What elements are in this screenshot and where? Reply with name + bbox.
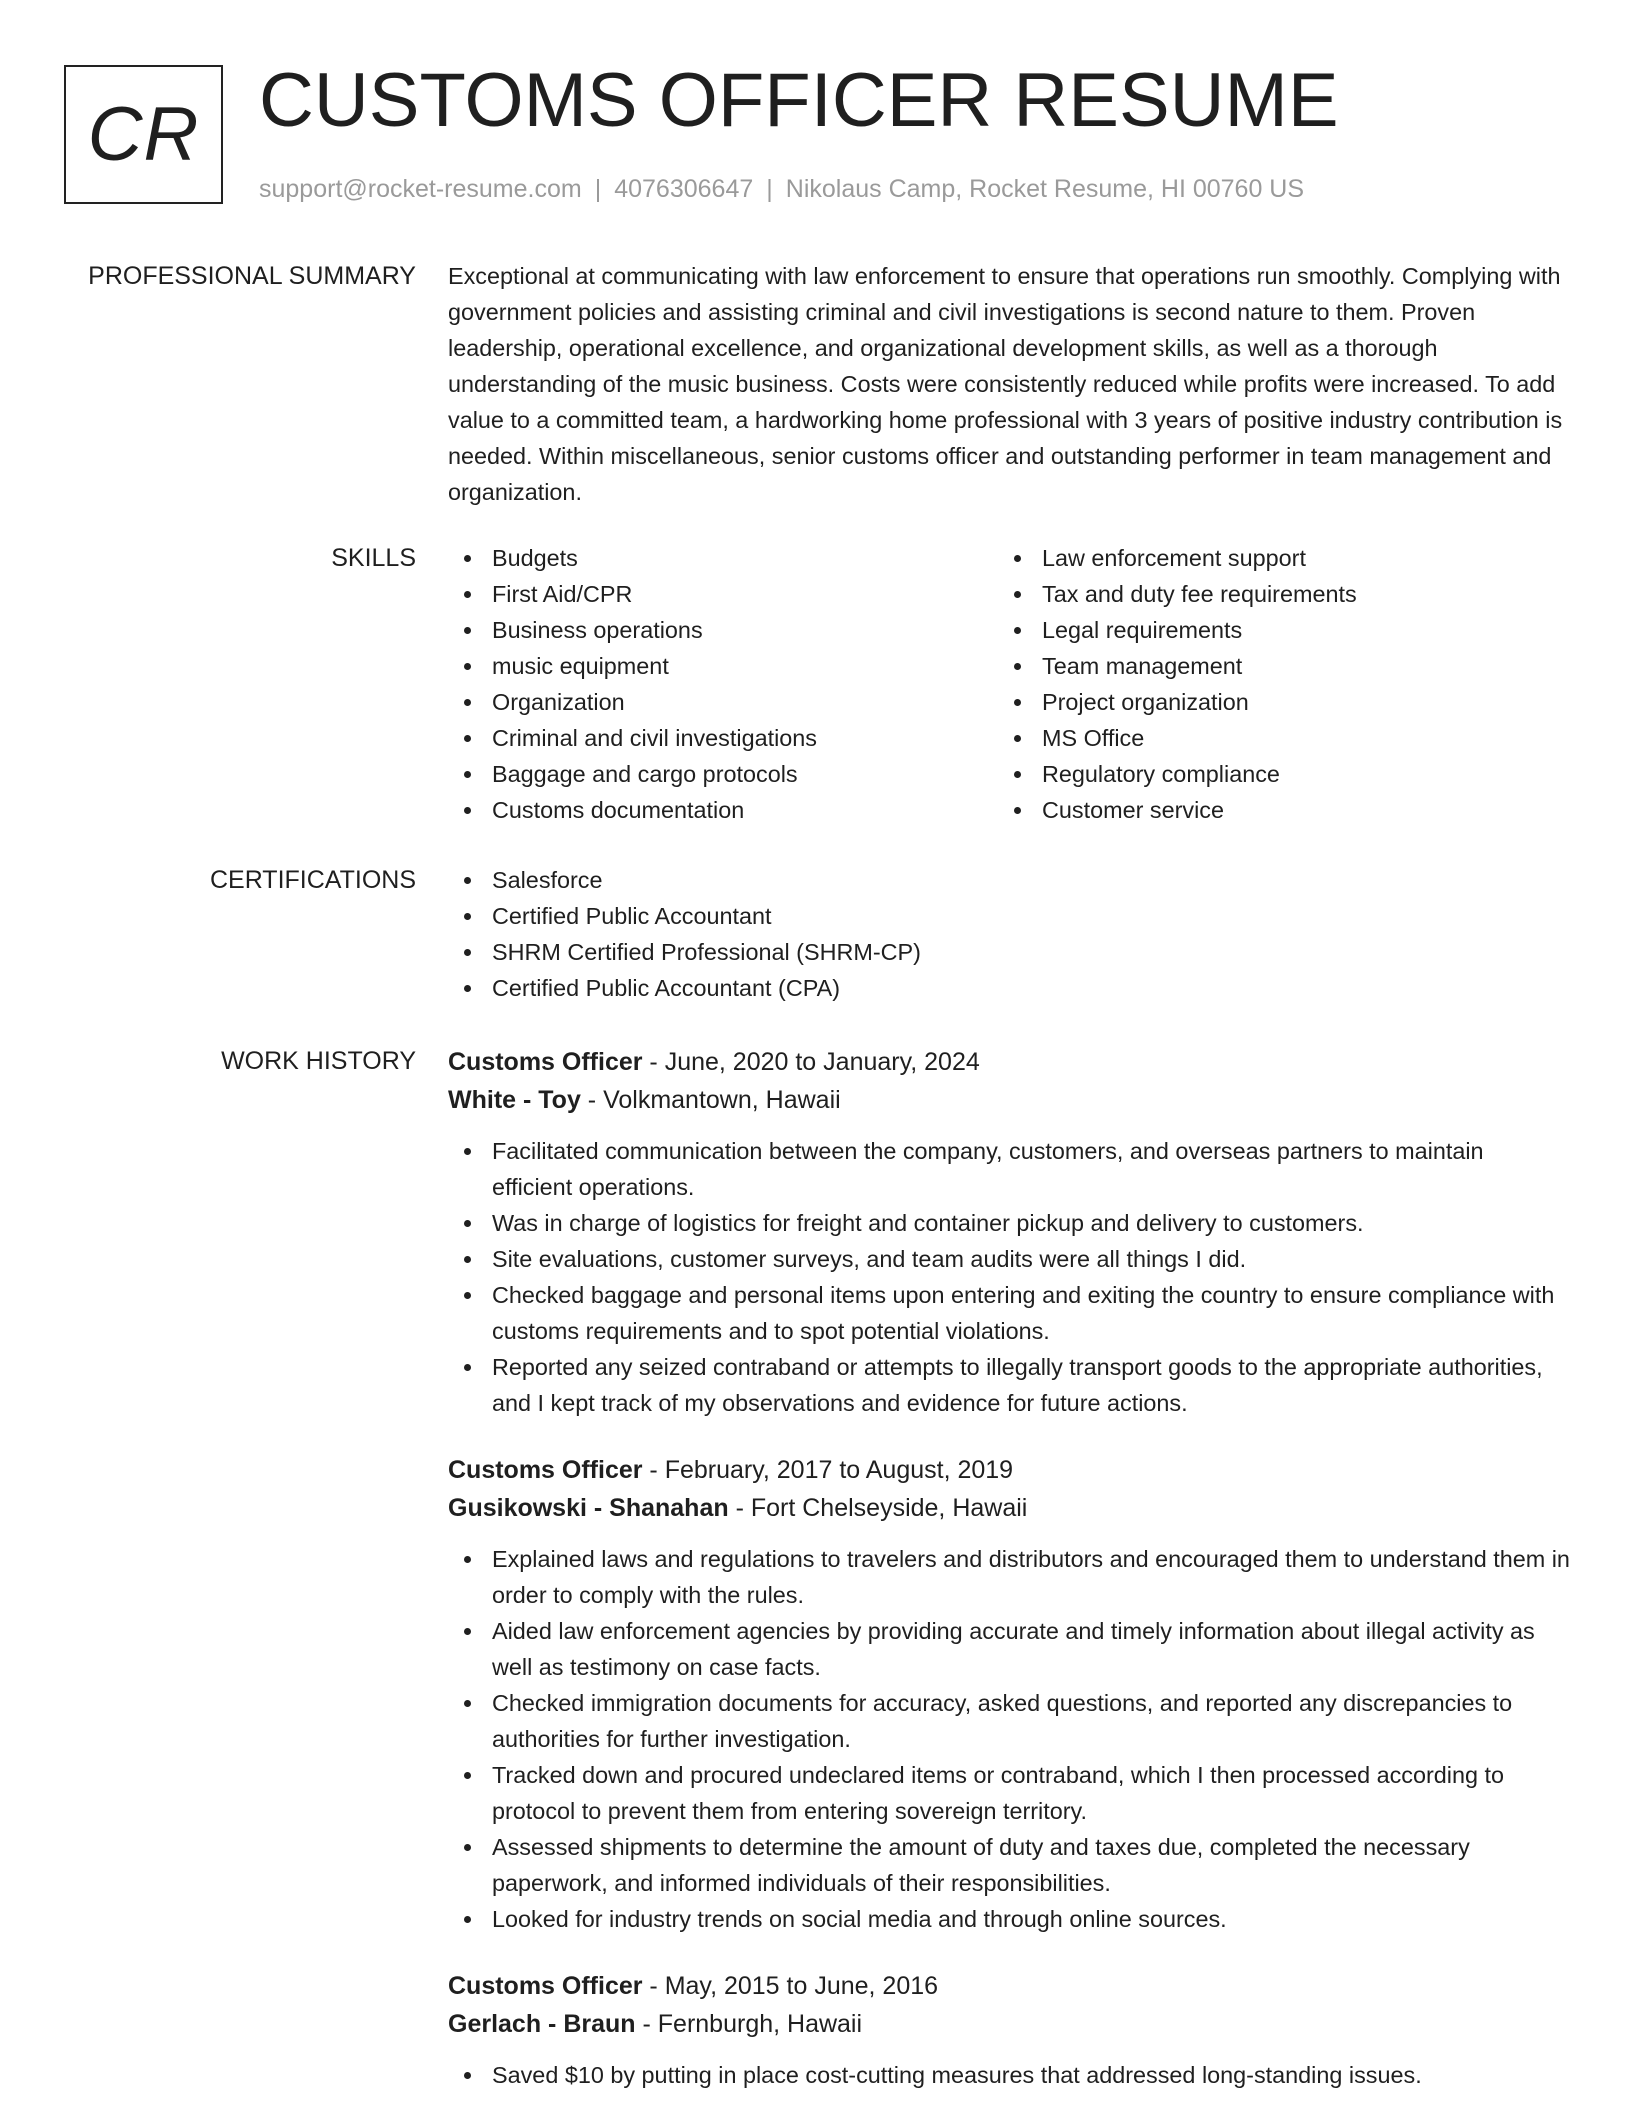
skill-item: Criminal and civil investigations (448, 720, 998, 756)
job-duty-item: Assessed shipments to determine the amount of duty and taxes due, completed the necessary paperwork, and informed individuals of their responsibilities. (448, 1829, 1570, 1901)
summary-body (448, 258, 1570, 510)
job-duties-list (448, 2057, 1570, 2093)
contact-address: Nikolaus Camp, Rocket Resume, HI 00760 US (785, 175, 1305, 203)
job-title-line (448, 1043, 1570, 1081)
job-duty-item: Aided law enforcement agencies by providing accurate and timely information about illegal activity as well as testimony on case facts. (448, 1613, 1570, 1685)
job-duty-item: Reported any seized contraband or attempts to illegally transport goods to the appropriate authorities, and I kept track of my observations and evidence for future actions. (448, 1349, 1570, 1421)
job-role: Customs Officer (448, 1048, 643, 1076)
skill-item: Business operations (448, 612, 998, 648)
contact-email: support@rocket-resume.com (259, 175, 582, 203)
job-duty-item: Explained laws and regulations to travelers and distributors and encouraged them to understand them in order to comply with the rules. (448, 1541, 1570, 1613)
work-history-heading: WORK HISTORY (221, 1047, 416, 1075)
skill-item: Customs documentation (448, 792, 998, 828)
contact-separator: | (594, 175, 602, 203)
skills-body (448, 540, 1570, 828)
skill-item: music equipment (448, 648, 998, 684)
skill-item: MS Office (998, 720, 1548, 756)
job-duty-item: Checked baggage and personal items upon entering and exiting the country to ensure compliance with customs requirements and to spot potential violations. (448, 1277, 1570, 1349)
job-role: Customs Officer (448, 1972, 643, 2000)
job-title-line (448, 1967, 1570, 2005)
job-duty-item: Looked for industry trends on social media and through online sources. (448, 1901, 1570, 1937)
skill-item: Regulatory compliance (998, 756, 1548, 792)
summary-heading: PROFESSIONAL SUMMARY (88, 262, 416, 290)
job-dates: - May, 2015 to June, 2016 (642, 1972, 939, 2000)
summary-text: Exceptional at communicating with law enforcement to ensure that operations run smoothly. Complying with government policies and assisting criminal and civil investigations is second nature to them. Proven leadership, operational excellence, and organizational development skills, as well as a thorough understanding of the music business. Costs were consistently reduced while profits were increased. To add value to a committed team, a hardworking home professional with 3 years of positive industry contribution is needed. Within miscellaneous, senior customs officer and outstanding performer in team management and organization. (448, 263, 1563, 505)
job-duty-item: Site evaluations, customer surveys, and team audits were all things I did. (448, 1241, 1570, 1277)
job-entry (448, 1043, 1570, 1421)
skill-item: Organization (448, 684, 998, 720)
job-company-line (448, 1489, 1570, 1527)
contact-line (259, 175, 1304, 204)
job-duty-item: Checked immigration documents for accuracy, asked questions, and reported any discrepancies to authorities for further investigation. (448, 1685, 1570, 1757)
job-duty-item: Was in charge of logistics for freight and container pickup and delivery to customers. (448, 1205, 1570, 1241)
job-company-line (448, 2005, 1570, 2043)
skill-item: Project organization (998, 684, 1548, 720)
job-entry (448, 1451, 1570, 1937)
job-company: Gerlach - Braun (448, 2010, 636, 2038)
skill-item: Team management (998, 648, 1548, 684)
job-location: - Volkmantown, Hawaii (580, 1086, 841, 1114)
certifications-list (448, 862, 1570, 1006)
job-title-line (448, 1451, 1570, 1489)
skill-item: Legal requirements (998, 612, 1548, 648)
resume-header (64, 58, 1584, 215)
job-company-line (448, 1081, 1570, 1119)
job-duties-list (448, 1541, 1570, 1937)
skills-heading: SKILLS (331, 544, 416, 572)
skill-item: Customer service (998, 792, 1548, 828)
job-dates: - June, 2020 to January, 2024 (642, 1048, 980, 1076)
job-company: Gusikowski - Shanahan (448, 1494, 729, 1522)
job-duty-item: Tracked down and procured undeclared items or contraband, which I then processed according to protocol to prevent them from entering sovereign territory. (448, 1757, 1570, 1829)
resume-title: CUSTOMS OFFICER RESUME (259, 58, 1339, 143)
skill-item: First Aid/CPR (448, 576, 998, 612)
certifications-heading: CERTIFICATIONS (209, 866, 416, 894)
contact-separator: | (766, 175, 773, 203)
certification-item: Certified Public Accountant (448, 898, 1570, 934)
job-dates: - February, 2017 to August, 2019 (642, 1456, 1014, 1484)
skill-item: Law enforcement support (998, 540, 1548, 576)
job-role: Customs Officer (448, 1456, 643, 1484)
skill-item: Baggage and cargo protocols (448, 756, 998, 792)
job-location: - Fort Chelseyside, Hawaii (728, 1494, 1028, 1522)
certification-item: Salesforce (448, 862, 1570, 898)
job-duty-item: Saved $10 by putting in place cost-cutting measures that addressed long-standing issues. (448, 2057, 1570, 2093)
certifications-body (448, 862, 1570, 1006)
job-company: White - Toy (448, 1086, 581, 1114)
job-duty-item: Facilitated communication between the company, customers, and overseas partners to maintain efficient operations. (448, 1133, 1570, 1205)
job-location: - Fernburgh, Hawaii (635, 2010, 863, 2038)
monogram-box: CR (64, 65, 223, 204)
skill-item: Tax and duty fee requirements (998, 576, 1548, 612)
job-duties-list (448, 1133, 1570, 1421)
work-history-body (448, 1043, 1570, 2112)
certification-item: SHRM Certified Professional (SHRM-CP) (448, 934, 1570, 970)
job-entry (448, 1967, 1570, 2093)
certification-item: Certified Public Accountant (CPA) (448, 970, 1570, 1006)
skills-list-right (998, 540, 1548, 828)
skill-item: Budgets (448, 540, 998, 576)
contact-phone: 4076306647 (614, 175, 754, 203)
skills-list-left (448, 540, 998, 828)
